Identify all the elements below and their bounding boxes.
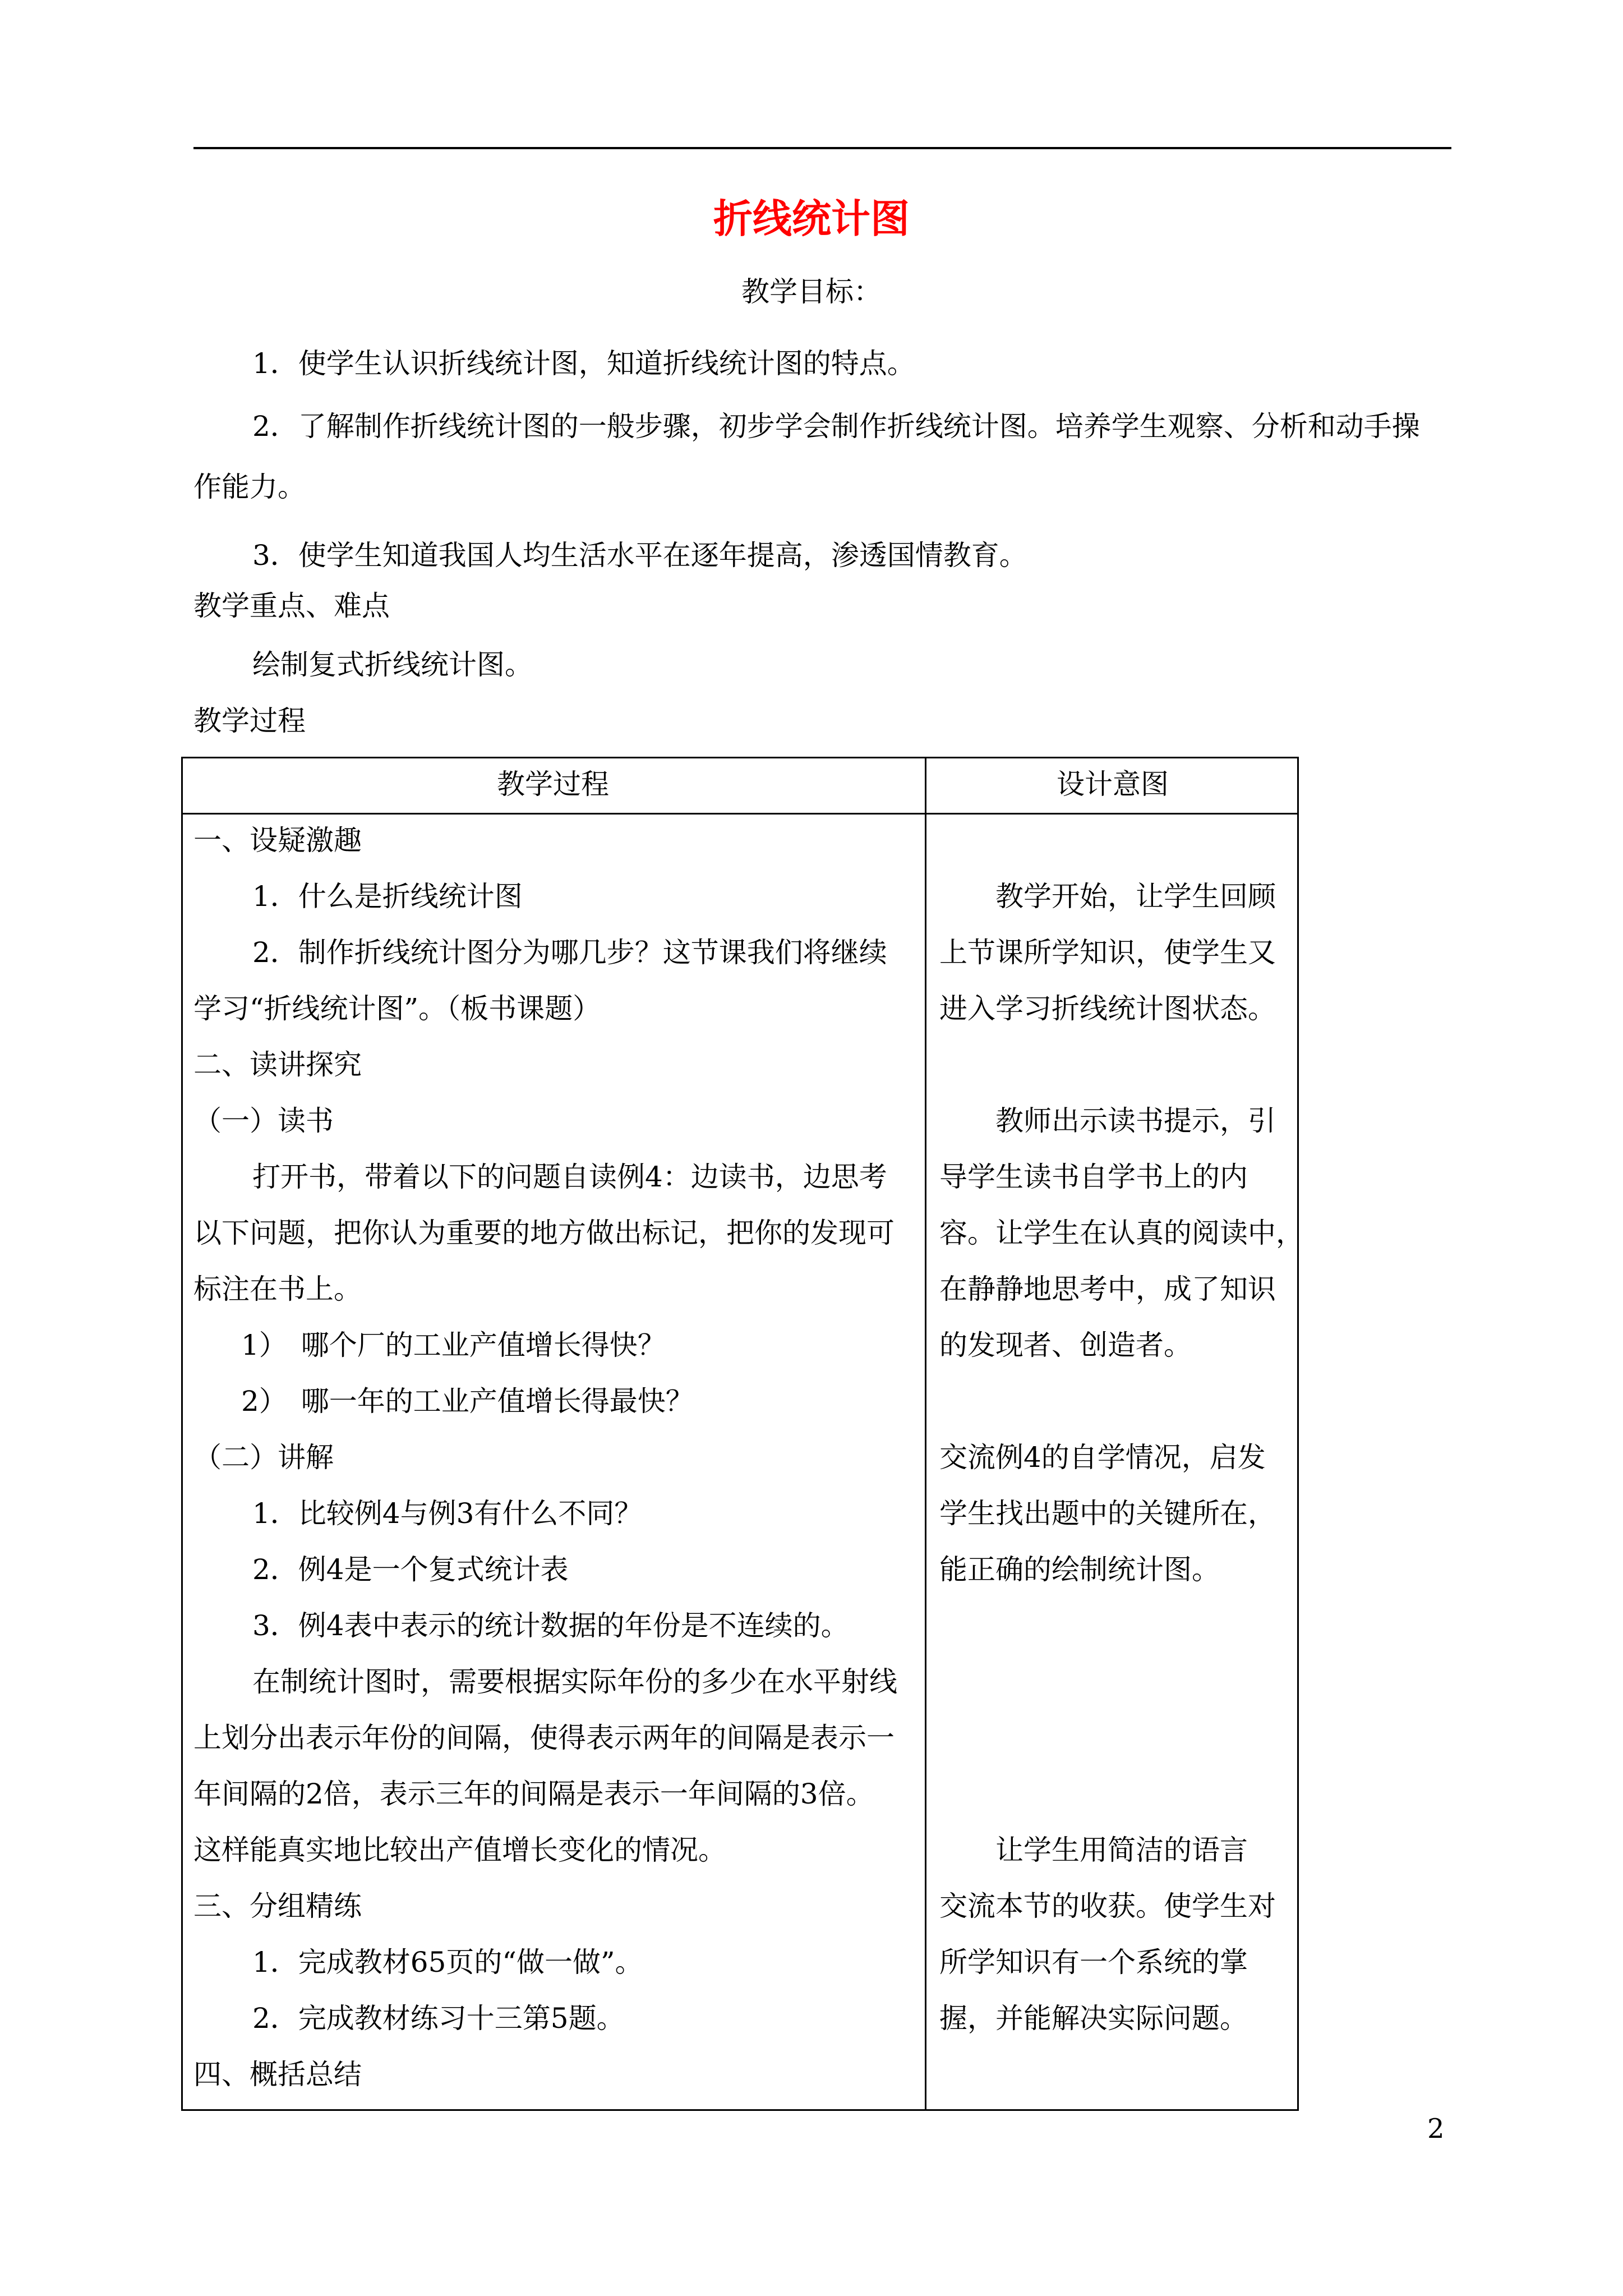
table-right-line: 所学知识有一个系统的掌 [939, 1946, 1248, 1978]
table-left-line: 1．比较例4与例3有什么不同？ [252, 1497, 643, 1530]
table-left-line: 以下问题，把你认为重要的地方做出标记，把你的发现可 [193, 1217, 895, 1249]
table-right-line: 进入学习折线统计图状态。 [939, 992, 1276, 1025]
table-left-line: 2．例4是一个复式统计表 [252, 1553, 569, 1586]
table-right-line: 导学生读书自学书上的内 [939, 1161, 1248, 1193]
process-heading: 教学过程 [193, 705, 306, 737]
table-right-line: 容。让学生在认真的阅读中， [939, 1217, 1304, 1249]
table-left-line: 1．完成教材65页的“做一做”。 [252, 1946, 643, 1978]
table-left-line: 2．制作折线统计图分为哪几步？这节课我们将继续 [252, 936, 887, 969]
table-right-line: 学生找出题中的关键所在， [939, 1497, 1276, 1530]
table-left-line: （二）讲解 [193, 1441, 334, 1474]
table-left-line: 二、读讲探究 [193, 1048, 362, 1081]
table-left-line: 打开书，带着以下的问题自读例4：边读书，边思考 [252, 1161, 887, 1193]
table-left-line: 学习“折线统计图”。（板书课题） [193, 992, 601, 1025]
table-right-line: 让学生用简洁的语言 [995, 1834, 1248, 1866]
table-left-line: 这样能真实地比较出产值增长变化的情况。 [193, 1834, 726, 1866]
table-left-line: 3．例4表中表示的统计数据的年份是不连续的。 [252, 1609, 849, 1642]
objective-item: 3．使学生知道我国人均生活水平在逐年提高，渗透国情教育。 [252, 539, 1027, 572]
table-left-line: 三、分组精练 [193, 1890, 362, 1922]
objective-item: 2．了解制作折线统计图的一般步骤，初步学会制作折线统计图。培养学生观察、分析和动手操 [252, 410, 1420, 443]
table-column-divider [925, 757, 926, 2111]
table-left-line: 上划分出表示年份的间隔，使得表示两年的间隔是表示一 [193, 1722, 895, 1754]
table-header-intent: 设计意图 [1057, 768, 1169, 800]
table-left-line: 1） 哪个厂的工业产值增长得快？ [241, 1329, 666, 1361]
table-left-line: 2．完成教材练习十三第5题。 [252, 2002, 625, 2035]
objective-item: 1．使学生认识折线统计图，知道折线统计图的特点。 [252, 347, 915, 380]
table-right-line: 交流本节的收获。使学生对 [939, 1890, 1276, 1922]
table-right-line: 在静静地思考中，成了知识 [939, 1273, 1276, 1305]
table-right-line: 教师出示读书提示，引 [995, 1105, 1276, 1137]
table-left-line: 2） 哪一年的工业产值增长得最快？ [241, 1385, 694, 1418]
table-right-line: 上节课所学知识，使学生又 [939, 936, 1276, 969]
table-left-line: 四、概括总结 [193, 2058, 362, 2091]
table-left-line: 年间隔的2倍，表示三年的间隔是表示一年间隔的3倍。 [193, 1778, 874, 1810]
table-left-line: 一、设疑激趣 [193, 824, 362, 857]
table-right-line: 的发现者、创造者。 [939, 1329, 1192, 1361]
key-points-text: 绘制复式折线统计图。 [252, 648, 533, 681]
objectives-heading: 教学目标： [741, 275, 882, 308]
table-right-line: 教学开始，让学生回顾 [995, 880, 1276, 913]
table-left-line: （一）读书 [193, 1105, 334, 1137]
header-rule [193, 147, 1451, 149]
table-left-line: 标注在书上。 [193, 1273, 362, 1305]
table-left-line: 在制统计图时，需要根据实际年份的多少在水平射线 [252, 1665, 897, 1698]
table-right-line: 交流例4的自学情况，启发 [939, 1441, 1266, 1474]
table-header-divider [181, 813, 1299, 815]
key-points-heading: 教学重点、难点 [193, 590, 390, 622]
table-left-line: 1．什么是折线统计图 [252, 880, 523, 913]
objective-item: 作能力。 [193, 471, 306, 503]
table-header-process: 教学过程 [497, 768, 609, 800]
page-title: 折线统计图 [713, 195, 910, 242]
page-number: 2 [1427, 2113, 1445, 2145]
table-right-line: 能正确的绘制统计图。 [939, 1553, 1220, 1586]
table-right-line: 握，并能解决实际问题。 [939, 2002, 1248, 2035]
